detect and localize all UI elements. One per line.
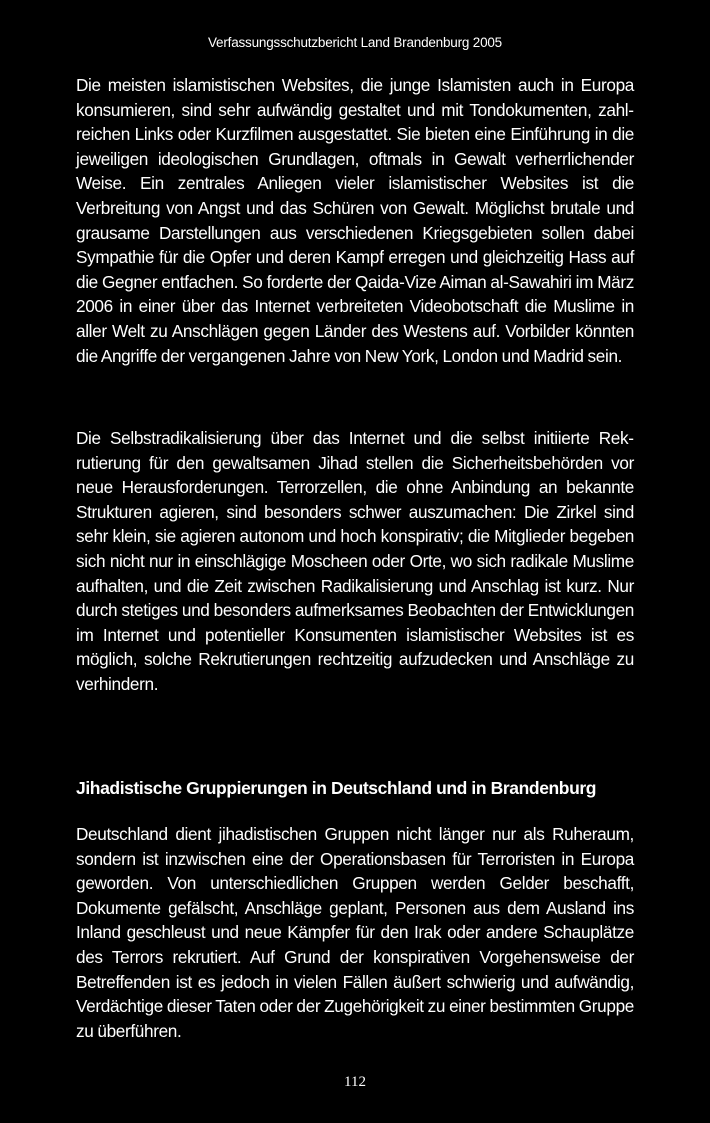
body-paragraph-3: Deutschland dient jihadistischen Gruppen nicht länger nur als Ruheraum, sondern ist inzwischen eine der Operationsbasen für Terroristen in Europa geworden. Von unterschiedlichen Gruppen werden Gelder beschafft, Dokumente gefälscht, Anschläge geplant, Personen aus dem Ausland ins Inland geschleust und neue Kämpfer für den Irak oder andere Schauplätze des Terrors rekrutiert. Auf Grund der konspirativen Vorgehensweise der Betreffenden ist es jedoch in vielen Fällen äußert schwierig und aufwändig, Verdächtige dieser Taten oder der Zugehörigkeit zu einer bestimmten Gruppe zu überführen. xyxy=(76,824,634,1041)
body-paragraph-2: Die Selbstradikalisierung über das Internet und die selbst initiierte Rekrutierung für den gewaltsamen Jihad stellen die Sicherheitsbehörden vor neue Herausforderungen. Terrorzellen, die ohne Anbindung an bekannte Strukturen agieren, sind besonders schwer auszumachen: Die Zirkel sind sehr klein, sie agieren autonom und hoch konspirativ; die Mitglieder begeben sich nicht nur in einschlägige Moscheen oder Orte, wo sich radikale Muslime aufhalten, und die Zeit zwischen Radikalisierung und Anschlag ist kurz. Nur durch stetiges und besonders aufmerksames Beobachten der Entwicklungen im Internet und potentieller Konsumenten islamistischer Websites ist es möglich, solche Rekrutierungen rechtzeitig aufzudecken und Anschläge zu verhindern. xyxy=(76,428,634,694)
body-paragraph-1: Die meisten islamistischen Websites, die junge Islamisten auch in Europa konsumieren, sind sehr aufwändig gestaltet und mit Tondokumenten, zahlreichen Links oder Kurzfilmen ausgestattet. Sie bieten eine Einführung in die jeweiligen ideologischen Grundlagen, oftmals in Gewalt verherrlichender Weise. Ein zentrales Anliegen vieler islamistischer Websites ist die Verbreitung von Angst und das Schüren von Gewalt. Möglichst brutale und grausame Darstellungen aus verschiedenen Kriegsgebieten sollen dabei Sympathie für die Opfer und deren Kampf erregen und gleichzeitig Hass auf die Gegner entfachen. So forderte der Qaida-Vize Aiman al-Sawahiri im März 2006 in einer über das Internet verbreiteten Videobotschaft die Muslime in aller Welt zu Anschlägen gegen Länder des Westens auf. Vorbilder könnten die Angriffe der vergangenen Jahre von New York, London und Madrid sein. xyxy=(76,75,634,366)
page-number: 112 xyxy=(344,1074,366,1090)
running-header: Verfassungsschutzbericht Land Brandenburg 2005 xyxy=(207,35,502,50)
section-heading: Jihadistische Gruppierungen in Deutschland und in Brandenburg xyxy=(76,778,597,798)
